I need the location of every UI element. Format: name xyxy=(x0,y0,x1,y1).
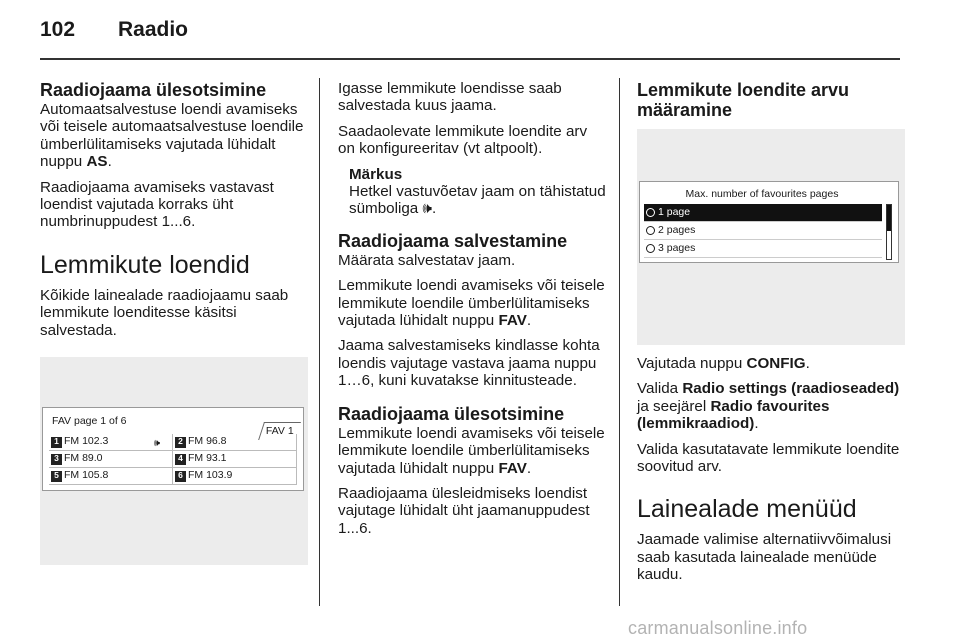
page-number: 102 xyxy=(40,18,76,41)
note-title: Märkus xyxy=(349,165,403,183)
paragraph: Raadiojaama ülesleidmiseks loendist vajutage lühidalt üht jaamanuppudest 1...6. xyxy=(338,484,590,537)
option-1-page: 1 page xyxy=(644,204,882,222)
favourites-tab: FAV 1 xyxy=(258,422,301,440)
column-divider-1 xyxy=(319,78,320,606)
section-heading-station-search-2: Raadiojaama ülesotsimine xyxy=(338,403,565,424)
favourite-slot-1: 1 FM 102.3 🕪 xyxy=(49,434,173,451)
option-2-pages: 2 pages xyxy=(644,222,882,240)
paragraph: Valida kasutatavate lemmikute loendite soovitud arv. xyxy=(637,440,900,476)
scrollbar xyxy=(886,204,892,260)
paragraph: Jaamade valimise alternatiivvõimalusi saab kasutada lainealade menüüde kaudu. xyxy=(637,531,892,584)
max-favourites-list xyxy=(644,204,882,258)
column-3 xyxy=(637,80,905,592)
paragraph: Lemmikute loendi avamiseks või teisele lemmikute loendile ümberlülitamiseks vajutada lühidalt nuppu FAV. xyxy=(338,424,605,477)
header-divider xyxy=(40,58,900,60)
section-heading-save-station: Raadiojaama salvestamine xyxy=(338,230,568,251)
favourite-slot-5: 5 FM 105.8 xyxy=(49,468,173,485)
paragraph: Kõikide lainealade raadiojaamu saab lemmikute loenditesse käsitsi salvestada. xyxy=(40,286,289,339)
paragraph: Lemmikute loendi avamiseks või teisele lemmikute loendile ümberlülitamiseks vajutada lühidalt nuppu FAV. xyxy=(338,277,605,330)
page-title: Raadio xyxy=(118,18,189,41)
option-3-pages: 3 pages xyxy=(644,240,882,258)
paragraph: Vajutada nuppu CONFIG. xyxy=(637,355,810,372)
favourite-slot-3: 3 FM 89.0 xyxy=(49,451,173,468)
section-heading-favourites: Lemmikute loendid xyxy=(40,250,250,279)
favourites-page-title: FAV page 1 of 6 xyxy=(52,415,127,428)
paragraph: Saadaolevate lemmikute loendite arv on konfigureeritav (vt altpoolt). xyxy=(338,122,588,158)
radio-icon xyxy=(646,226,655,235)
favourite-slot-6: 6 FM 103.9 xyxy=(173,468,297,485)
column-2 xyxy=(338,80,606,545)
section-heading-band-menus: Lainealade menüüd xyxy=(637,495,857,524)
paragraph: Raadiojaama avamiseks vastavast loendist vajutada korraks üht numbrinuppudest 1...6. xyxy=(40,178,274,231)
favourite-slot-4: 4 FM 93.1 xyxy=(173,451,297,468)
max-favourites-title: Max. number of favourites pages xyxy=(685,188,839,200)
section-heading-station-search: Raadiojaama ülesotsimine xyxy=(40,80,267,100)
paragraph: Valida Radio settings (raadioseaded) ja seejärel Radio favourites (lemmikraadiod). xyxy=(637,380,900,433)
section-heading-favourites-count: Lemmikute loendite arvu määramine xyxy=(637,80,850,120)
note-text: Hetkel vastuvõetav jaam on tähistatud sümboliga 🕪. xyxy=(349,183,606,218)
paragraph: Jaama salvestamiseks kindlasse kohta loendis vajutage vastava jaama nuppu 1…6, kuni kuvatakse kinnitusteade. xyxy=(338,337,600,390)
watermark: carmanualsonline.info xyxy=(628,618,808,638)
paragraph: Igasse lemmikute loendisse saab salvestada kuus jaama. xyxy=(338,80,562,115)
favourites-display xyxy=(42,407,304,491)
scrollbar-thumb xyxy=(887,205,891,231)
note-box xyxy=(338,166,606,218)
max-favourites-figure xyxy=(637,129,905,345)
column-1 xyxy=(40,80,308,565)
favourites-grid xyxy=(49,434,297,485)
favourites-screen-figure xyxy=(40,357,308,565)
column-divider-2 xyxy=(619,78,620,606)
max-favourites-display xyxy=(639,181,899,263)
paragraph: Automaatsalvestuse loendi avamiseks või teisele automaatsalvestuse loendile ümberlülitamiseks vajutada lühidalt nuppu AS. xyxy=(40,101,304,171)
page-header xyxy=(40,18,188,48)
radio-icon xyxy=(646,208,655,217)
favourite-slot-2: 2 FM 96.8 xyxy=(173,434,297,451)
speaker-icon: 🕪 xyxy=(422,200,433,218)
radio-icon xyxy=(646,244,655,253)
speaker-icon: 🕪 xyxy=(153,438,160,450)
paragraph: Määrata salvestatav jaam. xyxy=(338,251,516,269)
